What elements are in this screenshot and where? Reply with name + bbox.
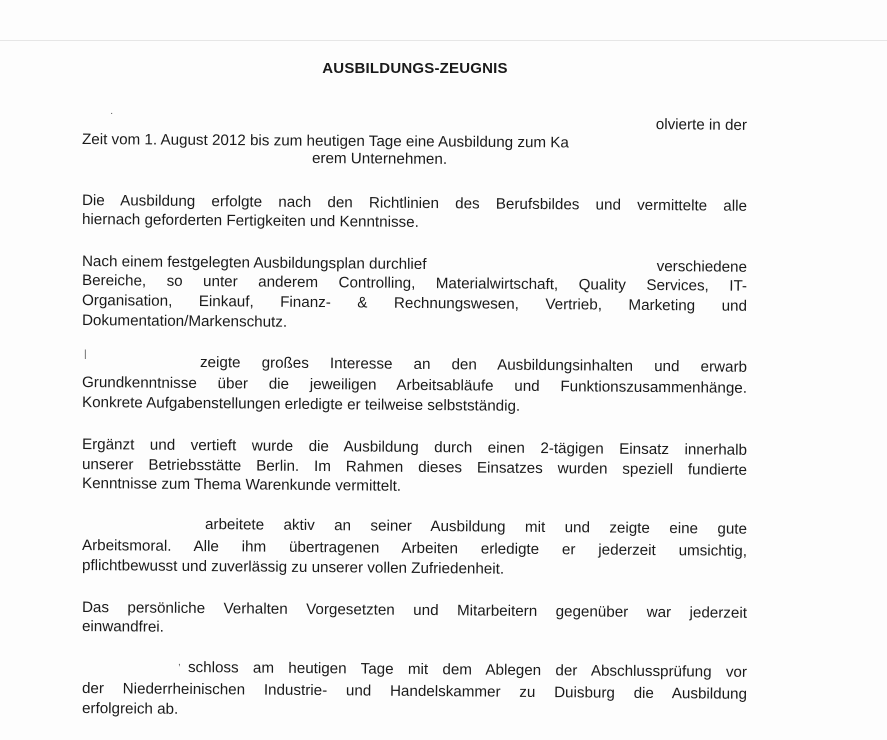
p8-line-2: der Niederrheinischen Industrie- und Handelskammer zu Duisburg die Ausbildung bbox=[81, 680, 748, 703]
p7-line-1: Das persönliche Verhalten Vorgesetzten und Mitarbeitern gegenüber war jederzeit bbox=[81, 599, 748, 622]
p8-line-1: schloss am heutigen Tage mit dem Ablegen der Abschlussprüfung vor bbox=[187, 659, 748, 681]
p4-line-3: Konkrete Aufgabenstellungen erledigte er teilweise selbstständig. bbox=[81, 394, 521, 415]
p1-line-1-text: olvierte in der bbox=[655, 116, 748, 134]
p3-line-2: Bereiche, so unter anderem Controlling, Materialwirtschaft, Quality Services, IT- bbox=[81, 272, 748, 295]
p4-line-2: Grundkenntnisse über die jeweiligen Arbeitsabläufe und Funktionszusammenhänge. bbox=[81, 374, 748, 397]
document-title: AUSBILDUNGS-ZEUGNIS bbox=[322, 60, 508, 77]
p7-line-2: einwandfrei. bbox=[81, 618, 164, 636]
scan-speck: | bbox=[84, 349, 87, 360]
scan-speck: , bbox=[178, 657, 181, 668]
p1-line-3: erem Unternehmen. bbox=[311, 150, 448, 168]
p2-line-2: hiernach geforderten Fertigkeiten und Kenntnisse. bbox=[81, 211, 419, 231]
p4-line-1: zeigte großes Interesse an den Ausbildungsinhalten und erwarb bbox=[199, 354, 748, 376]
p5-line-2: unserer Betriebsstätte Berlin. Im Rahmen dieses Einsatzes wurden speziell fundierte bbox=[81, 456, 748, 479]
p2-line-1: Die Ausbildung erfolgte nach den Richtlinien des Berufsbildes und vermittelte alle bbox=[81, 192, 748, 215]
p3-line-3: Organisation, Einkauf, Finanz- & Rechnungswesen, Vertrieb, Marketing und bbox=[81, 292, 748, 315]
scan-speck: · bbox=[110, 108, 114, 119]
p6-line-1: arbeitete aktiv an seiner Ausbildung mit und zeigte eine gute bbox=[204, 516, 748, 538]
scan-edge-divider bbox=[0, 40, 887, 41]
p8-line-3: erfolgreich ab. bbox=[81, 700, 179, 718]
p6-line-2: Arbeitsmoral. Alle ihm übertragenen Arbeiten erledigte er jederzeit umsichtig, bbox=[81, 537, 748, 560]
p3-line-1-start: Nach einem festgelegten Ausbildungsplan durchlief bbox=[81, 253, 427, 274]
p6-line-3: pflichtbewusst und zuverlässig zu unserer vollen Zufriedenheit. bbox=[81, 557, 505, 578]
p5-line-1: Ergänzt und vertieft wurde die Ausbildung durch einen 2-tägigen Einsatz innerhalb bbox=[81, 436, 748, 459]
p3-line-1-end: verschiedene bbox=[656, 258, 748, 276]
p3-line-4: Dokumentation/Markenschutz. bbox=[81, 312, 288, 331]
p5-line-3: Kenntnisse zum Thema Warenkunde vermittelt. bbox=[81, 475, 402, 495]
p1-line-2: Zeit vom 1. August 2012 bis zum heutigen Tage eine Ausbildung zum Ka bbox=[81, 131, 569, 152]
